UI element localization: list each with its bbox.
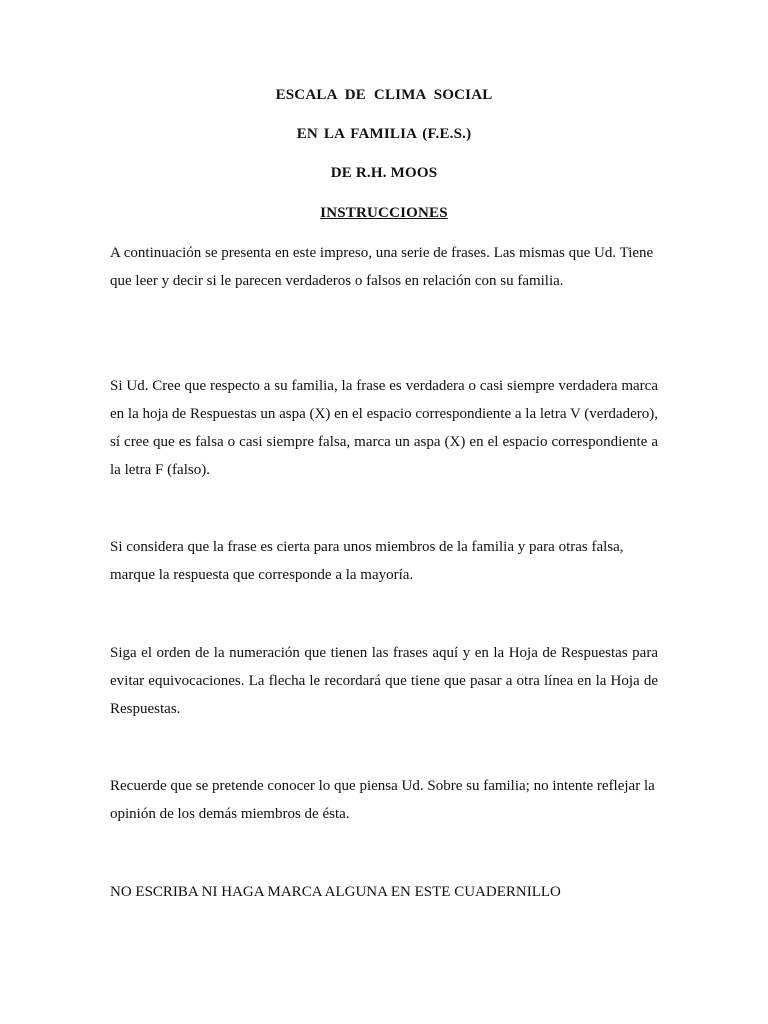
- title-line-1: ESCALA DE CLIMA SOCIAL: [275, 87, 493, 103]
- instruction-paragraph-3: Si considera que la frase es cierta para unos miembros de la familia y para otras falsa, marque la respuesta que corresponde a la mayoría.: [110, 539, 624, 583]
- warning-notice: NO ESCRIBA NI HAGA MARCA ALGUNA EN ESTE CUADERNILLO: [110, 884, 561, 900]
- title-line-2: EN LA FAMILIA (F.E.S.): [296, 126, 472, 142]
- instruction-paragraph-4: Siga el orden de la numeración que tienen las frases aquí y en la Hoja de Respuestas para evitar equivocaciones. La flecha le recordará que tiene que pasar a otra línea en la Hoja de Respuestas.: [110, 645, 658, 717]
- instruction-paragraph-5: Recuerde que se pretende conocer lo que piensa Ud. Sobre su familia; no intente reflejar la opinión de los demás miembros de ésta.: [110, 778, 655, 822]
- title-line-3: DE R.H. MOOS: [330, 165, 438, 181]
- instruction-paragraph-2: Si Ud. Cree que respecto a su familia, la frase es verdadera o casi siempre verdadera marca en la hoja de Respuestas un aspa (X) en el espacio correspondiente a la letra V (verdadero), sí cree que es falsa o casi siempre falsa, marca un aspa (X) en el espacio correspondiente a la letra F (falso).: [110, 378, 658, 478]
- section-heading-instrucciones: INSTRUCCIONES: [320, 205, 448, 221]
- instruction-paragraph-1: A continuación se presenta en este impreso, una serie de frases. Las mismas que Ud. Tiene que leer y decir si le parecen verdaderos o falsos en relación con su familia.: [110, 245, 654, 289]
